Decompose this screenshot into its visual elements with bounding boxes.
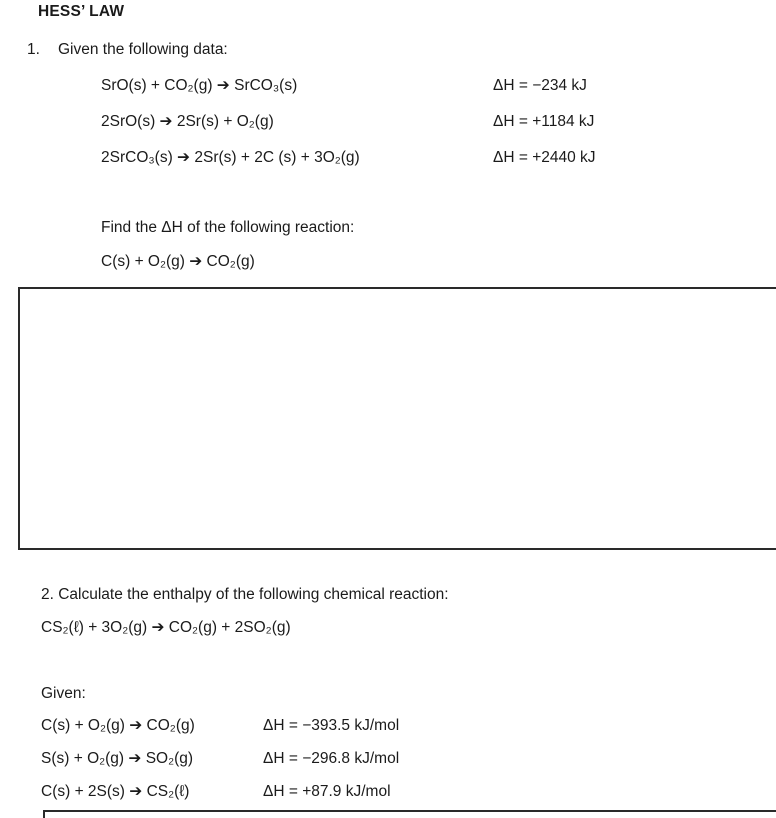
reaction-equation: C(s) + 2S(s) ➔ CS₂(ℓ): [41, 783, 190, 800]
question1-number: 1.: [27, 41, 40, 58]
answer-box-q2[interactable]: [43, 810, 776, 818]
reaction-enthalpy: ΔH = +1184 kJ: [493, 113, 595, 130]
question2-target-reaction: CS₂(ℓ) + 3O₂(g) ➔ CO₂(g) + 2SO₂(g): [41, 619, 291, 636]
reaction-enthalpy: ΔH = −296.8 kJ/mol: [263, 750, 400, 767]
question2-given-label: Given:: [41, 685, 86, 702]
question1-target-reaction: C(s) + O₂(g) ➔ CO₂(g): [101, 253, 255, 270]
reaction-enthalpy: ΔH = +87.9 kJ/mol: [263, 783, 391, 800]
reaction-enthalpy: ΔH = −393.5 kJ/mol: [263, 717, 400, 734]
reaction-equation: 2SrCO₃(s) ➔ 2Sr(s) + 2C (s) + 3O₂(g): [101, 149, 360, 166]
question1-find-label: Find the ΔH of the following reaction:: [101, 219, 355, 236]
question2-prompt: 2. Calculate the enthalpy of the following chemical reaction:: [41, 586, 449, 603]
reaction-row: [101, 112, 761, 132]
reaction-equation: C(s) + O₂(g) ➔ CO₂(g): [41, 717, 195, 734]
question1-prompt: Given the following data:: [58, 41, 228, 58]
page-title: HESS’ LAW: [38, 3, 125, 20]
reaction-equation: S(s) + O₂(g) ➔ SO₂(g): [41, 750, 194, 767]
reaction-equation: SrO(s) + CO₂(g) ➔ SrCO₃(s): [101, 77, 298, 94]
reaction-equation: 2SrO(s) ➔ 2Sr(s) + O₂(g): [101, 113, 274, 130]
answer-box-q1[interactable]: [18, 287, 776, 550]
reaction-row: [101, 148, 761, 168]
reaction-row: [41, 749, 601, 769]
reaction-enthalpy: ΔH = +2440 kJ: [493, 149, 596, 166]
reaction-enthalpy: ΔH = −234 kJ: [493, 77, 587, 94]
reaction-row: [41, 782, 601, 802]
reaction-row: [101, 76, 761, 96]
question1-prompt-line: [27, 40, 228, 60]
reaction-row: [41, 716, 601, 736]
